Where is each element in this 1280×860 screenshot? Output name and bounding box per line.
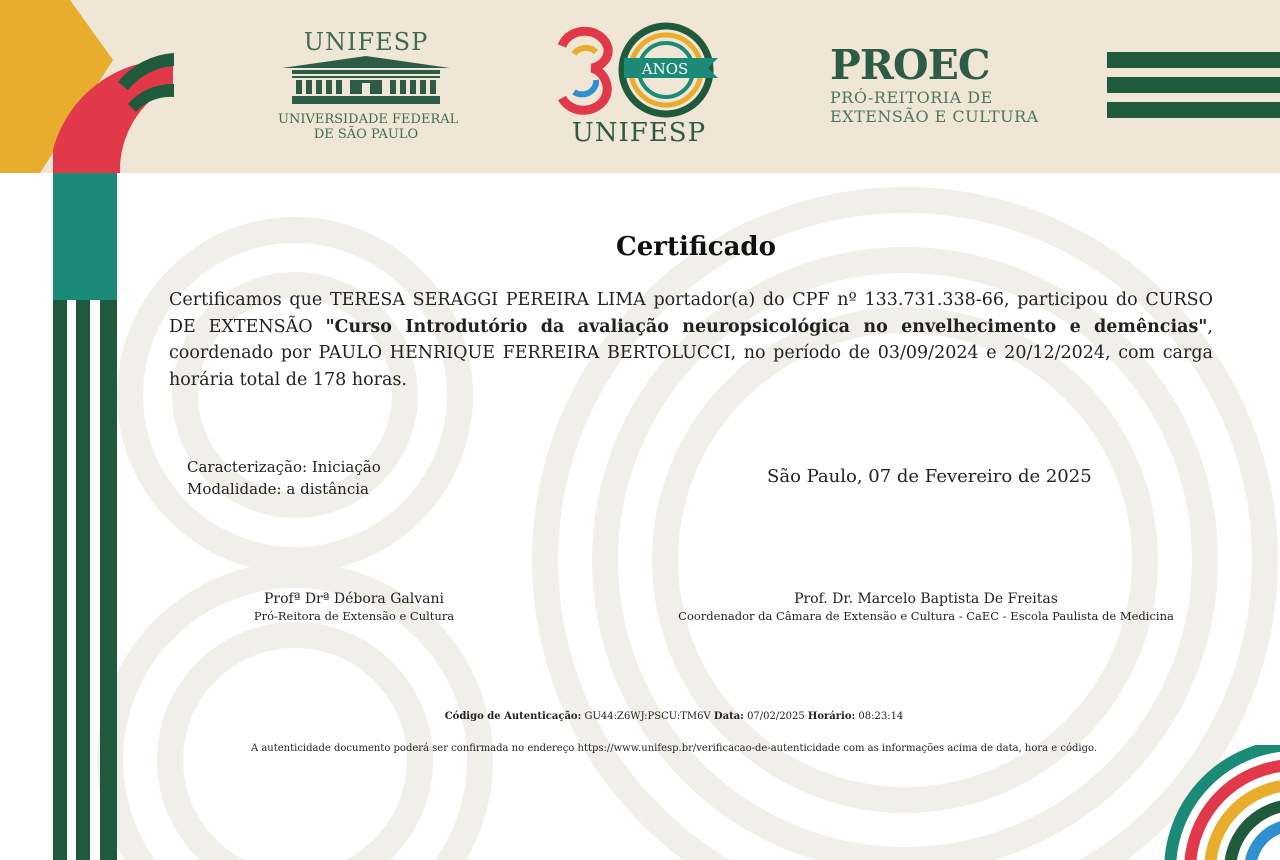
signature-name: Profª Drª Débora Galvani [264, 591, 444, 607]
signature-left [229, 590, 479, 624]
modalidade: Modalidade: a distância [187, 479, 369, 498]
unifesp-logo-line1: UNIVERSIDADE FEDERAL [278, 112, 459, 127]
certificate-title: Certificado [616, 232, 776, 262]
anniversary-logo-name: UNIFESP [571, 118, 707, 148]
authenticity-notice: A autenticidade documento poderá ser confirmada no endereço https://www.unifesp.br/verificacao-de-autenticidade com as informações acima de data, hora e código. [250, 743, 1098, 754]
body-intro: Certificamos que TERESA SERAGGI PEREIRA LIMA portador(a) do CPF nº 133.731.338-66, participou do CURSO DE EXTENSÃO [169, 290, 1213, 337]
signature-right [676, 590, 1176, 624]
signature-name: Prof. Dr. Marcelo Baptista De Freitas [794, 591, 1058, 607]
auth-date-value: 07/02/2025 [747, 711, 805, 722]
unifesp-logo-line2: DE SÃO PAULO [313, 127, 419, 142]
proec-logo-line1: PRÓ-REITORIA DE [830, 88, 993, 107]
authentication-line [0, 711, 1280, 722]
auth-date-label: Data: [713, 711, 744, 722]
unifesp-logo-name: UNIFESP [303, 28, 429, 56]
unifesp-logo [278, 28, 459, 142]
auth-code-value: GU44:Z6WJ:PSCU:TM6V [584, 711, 711, 722]
body-rest: , coordenado por PAULO HENRIQUE FERREIRA BERTOLUCCI, no período de 03/09/2024 e 20/12/2024, com carga horária total de 178 horas. [169, 316, 1213, 390]
certificate-body [169, 287, 1213, 393]
right-stripes [1107, 52, 1280, 118]
signature-role: Pró-Reitora de Extensão e Cultura [253, 609, 455, 623]
anniversary-logo [556, 20, 722, 150]
auth-code-label: Código de Autenticação: [444, 711, 582, 722]
anniversary-ribbon: ANOS [641, 60, 689, 78]
corner-arcs [1160, 745, 1280, 860]
course-name: "Curso Introdutório da avaliação neuropsicológica no envelhecimento e demências" [325, 316, 1208, 337]
course-meta [187, 457, 381, 500]
proec-logo-name: PROEC [830, 41, 990, 89]
left-border-art [0, 0, 180, 860]
building-icon [278, 56, 454, 108]
auth-time-label: Horário: [807, 711, 856, 722]
proec-logo-line2: EXTENSÃO E CULTURA [830, 107, 1039, 126]
proec-logo [830, 42, 1040, 126]
auth-time-value: 08:23:14 [858, 711, 904, 722]
signature-role: Coordenador da Câmara de Extensão e Cultura - CaEC - Escola Paulista de Medicina [678, 609, 1174, 623]
caracterizacao: Caracterização: Iniciação [187, 458, 381, 476]
watermark-30 [0, 173, 1280, 860]
city-date: São Paulo, 07 de Fevereiro de 2025 [767, 466, 1092, 487]
